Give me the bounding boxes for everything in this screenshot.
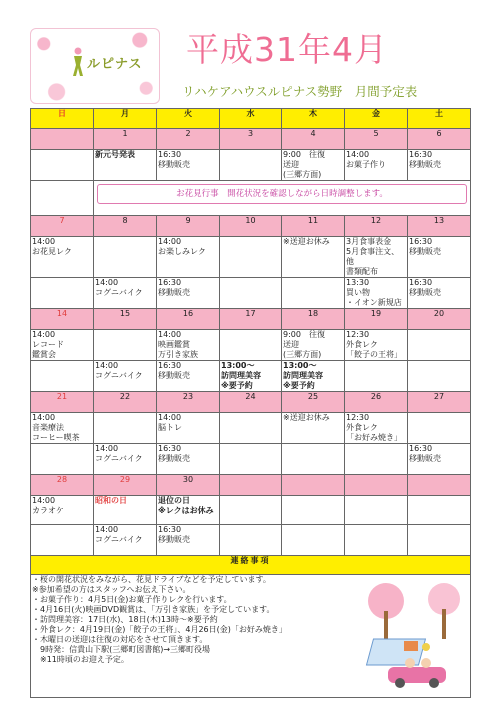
weekday-sat: 土 xyxy=(408,109,471,129)
date-number: 24 xyxy=(220,392,282,413)
event-cell xyxy=(31,525,94,556)
date-number: 15 xyxy=(94,309,157,330)
event-cell: 14:00 カラオケ xyxy=(31,496,94,525)
event-cell xyxy=(282,496,345,525)
event-row xyxy=(31,413,471,444)
date-number: 9 xyxy=(157,216,220,237)
weekday-tue: 火 xyxy=(157,109,220,129)
event-cell xyxy=(220,278,282,309)
event-cell xyxy=(94,330,157,361)
logo-text: ルピナス xyxy=(87,57,143,72)
event-cell: 16:30 移動販売 xyxy=(408,150,471,181)
event-cell: 14:00 お楽しみレク xyxy=(157,237,220,278)
event-cell xyxy=(220,444,282,475)
date-number: 19 xyxy=(345,309,408,330)
contact-line: ・4月16日(火)映画DVD観賞は、「万引き家族」を予定しています。 xyxy=(32,605,275,614)
date-row xyxy=(31,309,471,330)
date-number xyxy=(31,129,94,150)
date-number: 6 xyxy=(408,129,471,150)
weekday-wed: 水 xyxy=(220,109,282,129)
event-cell xyxy=(220,330,282,361)
event-cell: 14:00 お花見レク xyxy=(31,237,94,278)
date-row xyxy=(31,475,471,496)
event-cell: 14:00 レコード 鑑賞会 xyxy=(31,330,94,361)
event-cell: 14:00 コグニバイク xyxy=(94,361,157,392)
event-cell: 16:30 移動販売 xyxy=(408,444,471,475)
event-cell xyxy=(220,237,282,278)
event-cell xyxy=(220,496,282,525)
date-number: 13 xyxy=(408,216,471,237)
event-cell: 16:30 移動販売 xyxy=(157,278,220,309)
date-number: 28 xyxy=(31,475,94,496)
event-cell xyxy=(345,525,408,556)
event-row xyxy=(31,237,471,278)
facility-logo xyxy=(30,28,160,104)
weekday-mon: 月 xyxy=(94,109,157,129)
event-cell: 13:00〜 訪問理美容 ※要予約 xyxy=(220,361,282,392)
event-cell xyxy=(408,361,471,392)
date-number: 20 xyxy=(408,309,471,330)
event-cell xyxy=(31,361,94,392)
event-cell xyxy=(345,444,408,475)
date-number: 7 xyxy=(31,216,94,237)
contact-line: ・木曜日の送迎は往復の対応をさせて頂きます。 xyxy=(32,635,208,644)
event-cell xyxy=(31,181,94,216)
event-cell xyxy=(31,150,94,181)
event-cell: 9:00 往復 送迎 (三郷方面) xyxy=(282,150,345,181)
date-number: 10 xyxy=(220,216,282,237)
event-row xyxy=(31,330,471,361)
event-cell: 14:00 映画鑑賞 万引き家族 xyxy=(157,330,220,361)
date-number xyxy=(282,475,345,496)
event-cell: 14:00 脳トレ xyxy=(157,413,220,444)
weekday-sun: 日 xyxy=(31,109,94,129)
event-cell xyxy=(94,237,157,278)
event-row xyxy=(31,496,471,525)
date-row xyxy=(31,129,471,150)
event-cell: 昭和の日 xyxy=(94,496,157,525)
event-cell xyxy=(282,525,345,556)
contact-line: ※参加希望の方はスタッフへお伝え下さい。 xyxy=(32,585,191,594)
contact-line: ※11時頃のお迎え予定。 xyxy=(32,655,129,664)
event-cell xyxy=(220,525,282,556)
contact-line: 9時発：信貴山下駅(三郷町図書館)→三郷町役場 xyxy=(32,645,211,654)
notice-cell xyxy=(94,181,471,216)
event-cell: 16:30 移動販売 xyxy=(408,278,471,309)
event-cell: 14:00 コグニバイク xyxy=(94,525,157,556)
cherry-blossom-notice: お花見行事 開花状況を確認しながら日時調整します。 xyxy=(97,184,467,204)
event-cell: 退位の日 ※レクはお休み xyxy=(157,496,220,525)
contact-title: 連絡事項 xyxy=(31,556,471,575)
date-number: 25 xyxy=(282,392,345,413)
event-cell xyxy=(220,413,282,444)
event-cell xyxy=(408,525,471,556)
event-row xyxy=(31,444,471,475)
date-number: 11 xyxy=(282,216,345,237)
date-number: 17 xyxy=(220,309,282,330)
date-number: 5 xyxy=(345,129,408,150)
event-cell: 13:30 買い物 ・イオン新規店 xyxy=(345,278,408,309)
event-cell: 12:30 外食レク 「餃子の王将」 xyxy=(345,330,408,361)
event-cell: 16:30 移動販売 xyxy=(157,150,220,181)
event-cell: 16:30 移動販売 xyxy=(157,361,220,392)
date-number: 22 xyxy=(94,392,157,413)
event-cell xyxy=(94,413,157,444)
event-cell xyxy=(408,496,471,525)
event-cell: 12:30 外食レク 「お好み焼き」 xyxy=(345,413,408,444)
page-subtitle: リハケアハウスルピナス勢野 月間予定表 xyxy=(182,84,418,99)
event-cell xyxy=(408,330,471,361)
event-cell: 13:00〜 訪問理美容 ※要予約 xyxy=(282,361,345,392)
date-number: 4 xyxy=(282,129,345,150)
event-cell: 14:00 コグニバイク xyxy=(94,278,157,309)
event-row xyxy=(31,278,471,309)
date-number xyxy=(220,475,282,496)
event-cell: 9:00 往復 送迎 (三郷方面) xyxy=(282,330,345,361)
contact-line: ・訪問理美容：17日(水)、18日(木)13時〜※要予約 xyxy=(32,615,218,624)
event-cell: 新元号発表 xyxy=(94,150,157,181)
contact-section xyxy=(31,575,471,698)
event-cell: 3月食事表金 5月食事注文、他 書類配布 xyxy=(345,237,408,278)
date-number: 3 xyxy=(220,129,282,150)
person-icon xyxy=(71,47,85,77)
event-cell xyxy=(282,444,345,475)
date-number: 12 xyxy=(345,216,408,237)
event-cell xyxy=(31,278,94,309)
date-number xyxy=(345,475,408,496)
date-number: 2 xyxy=(157,129,220,150)
event-cell: ※送迎お休み xyxy=(282,413,345,444)
contact-line: ・桜の開花状況をみながら、花見ドライブなどを予定しています。 xyxy=(32,575,271,584)
page-title: 平成31年4月 xyxy=(186,30,388,69)
weekday-thu: 木 xyxy=(282,109,345,129)
weekday-header-row xyxy=(31,109,471,129)
monthly-calendar xyxy=(30,108,471,698)
date-number: 30 xyxy=(157,475,220,496)
date-number xyxy=(408,475,471,496)
picnic-illustration xyxy=(364,581,464,689)
event-cell xyxy=(345,361,408,392)
event-cell: 16:30 移動販売 xyxy=(157,525,220,556)
event-cell: 16:30 移動販売 xyxy=(408,237,471,278)
event-cell: 14:00 音楽療法 コーヒー喫茶 xyxy=(31,413,94,444)
date-row xyxy=(31,216,471,237)
event-cell: 14:00 お菓子作り xyxy=(345,150,408,181)
event-cell: 14:00 コグニバイク xyxy=(94,444,157,475)
contact-line: ・お菓子作り：4月5日(金)お菓子作りレクを行います。 xyxy=(32,595,232,604)
date-number: 18 xyxy=(282,309,345,330)
event-cell xyxy=(31,444,94,475)
event-row xyxy=(31,150,471,181)
event-cell xyxy=(345,496,408,525)
date-number: 27 xyxy=(408,392,471,413)
event-row xyxy=(31,361,471,392)
event-cell: ※送迎お休み xyxy=(282,237,345,278)
date-number: 1 xyxy=(94,129,157,150)
date-number: 23 xyxy=(157,392,220,413)
event-cell xyxy=(282,278,345,309)
weekday-fri: 金 xyxy=(345,109,408,129)
date-number: 21 xyxy=(31,392,94,413)
date-number: 29 xyxy=(94,475,157,496)
event-cell xyxy=(408,413,471,444)
date-number: 26 xyxy=(345,392,408,413)
date-number: 14 xyxy=(31,309,94,330)
event-cell: 16:30 移動販売 xyxy=(157,444,220,475)
date-number: 16 xyxy=(157,309,220,330)
event-cell xyxy=(220,150,282,181)
notice-row xyxy=(31,181,471,216)
date-number: 8 xyxy=(94,216,157,237)
date-row xyxy=(31,392,471,413)
contact-line: ・外食レク：4月19日(金)「餃子の王将」、4月26日(金)「お好み焼き」 xyxy=(32,625,287,634)
event-row xyxy=(31,525,471,556)
